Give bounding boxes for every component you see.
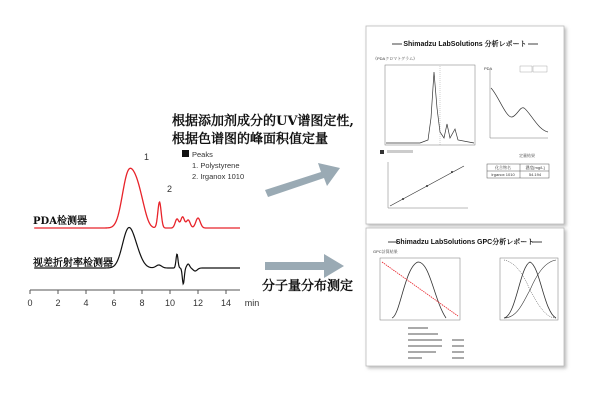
uv-report-title: Shimadzu LabSolutions 分析レポート bbox=[403, 41, 527, 48]
x-tick-label: 4 bbox=[83, 298, 89, 308]
x-tick-label: 8 bbox=[139, 298, 145, 308]
result-header-concentration: 濃度[mg/L] bbox=[525, 165, 545, 170]
ri-detector-label: 视差折射率检测器 bbox=[33, 258, 113, 269]
result-concentration-value: 54.194 bbox=[528, 172, 542, 177]
peak-legend bbox=[182, 150, 244, 181]
peak-marker-2: 2 bbox=[167, 184, 173, 194]
legend-item-1: 1. Polystyrene bbox=[192, 161, 240, 170]
ri-trace bbox=[34, 227, 240, 283]
legend-title: Peaks bbox=[192, 150, 213, 159]
result-table-title: 定量結果 bbox=[519, 153, 535, 158]
legend-item-2: 2. Irganox 1010 bbox=[192, 172, 245, 181]
gpc-report-title: Shimadzu LabSolutions GPC分析レポート bbox=[395, 239, 535, 246]
x-axis-ticks bbox=[27, 290, 231, 308]
x-tick-label: 10 bbox=[164, 298, 176, 308]
legend-swatch bbox=[182, 150, 189, 157]
x-tick-label: 2 bbox=[55, 298, 61, 308]
uv-report-card bbox=[366, 26, 564, 224]
uv-report-subtitle: 《PDAクロマトグラム》 bbox=[373, 56, 418, 61]
result-compound-value: Irganox 1010 bbox=[491, 172, 515, 177]
chromatogram-panel bbox=[27, 150, 259, 308]
x-axis-unit: min bbox=[244, 298, 260, 308]
x-tick-label: 14 bbox=[220, 298, 232, 308]
pda-box-label: PDA bbox=[484, 66, 493, 71]
x-tick-label: 0 bbox=[27, 298, 33, 308]
peak-marker-1: 1 bbox=[144, 152, 150, 162]
gpc-report-card bbox=[366, 228, 564, 366]
arrow-to-gpc-report bbox=[265, 254, 344, 278]
uv-annotation-line1: 根据添加剂成分的UV谱图定性, bbox=[172, 114, 354, 129]
x-tick-label: 6 bbox=[111, 298, 117, 308]
uv-annotation-line2: 根据色谱图的峰面积值定量 bbox=[172, 132, 329, 147]
result-header-compound: 化合物名 bbox=[495, 165, 511, 170]
pda-detector-label: PDA检测器 bbox=[33, 216, 87, 227]
gpc-report-subtitle: GPC計算結果 bbox=[373, 249, 398, 254]
arrow-to-uv-report bbox=[265, 163, 340, 197]
gpc-annotation: 分子量分布测定 bbox=[262, 279, 354, 294]
x-tick-label: 12 bbox=[192, 298, 204, 308]
